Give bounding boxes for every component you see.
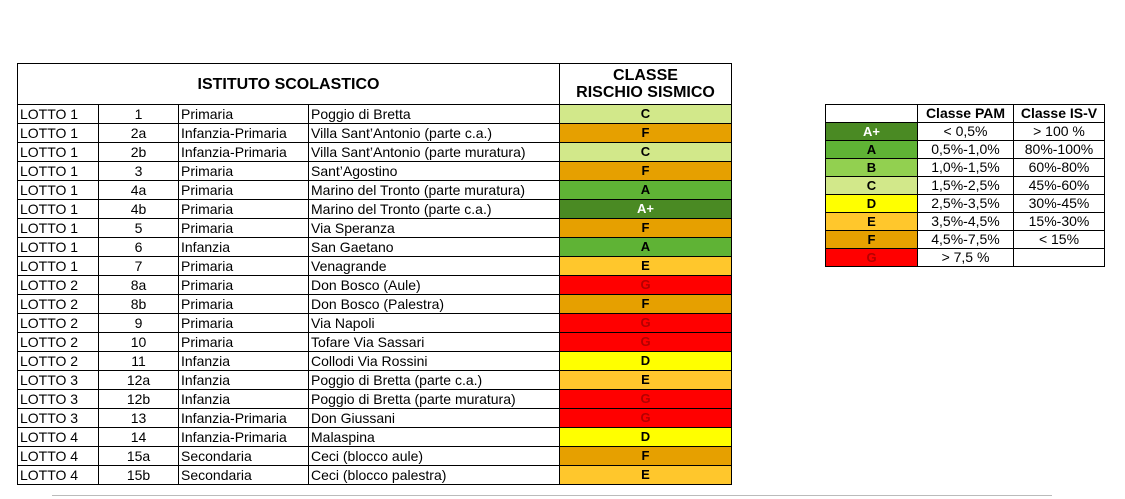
legend-row — [826, 249, 1105, 267]
cell-risk-class: A+ — [560, 200, 732, 219]
table-row — [18, 428, 732, 447]
cell-lotto: LOTTO 3 — [18, 409, 99, 428]
cell-risk-class: G — [560, 276, 732, 295]
cell-sede: Don Giussani — [309, 409, 560, 428]
cell-sede: Collodi Via Rossini — [309, 352, 560, 371]
cell-risk-class: C — [560, 143, 732, 162]
cell-num: 12a — [99, 371, 179, 390]
cell-sede: Poggio di Bretta (parte muratura) — [309, 390, 560, 409]
cell-lotto: LOTTO 1 — [18, 219, 99, 238]
table-row — [18, 295, 732, 314]
legend-pam: 4,5%-7,5% — [918, 231, 1014, 249]
cell-num: 10 — [99, 333, 179, 352]
table-row — [18, 352, 732, 371]
cell-num: 4b — [99, 200, 179, 219]
cell-num: 8a — [99, 276, 179, 295]
cell-lotto: LOTTO 2 — [18, 276, 99, 295]
cell-tipo: Primaria — [179, 181, 309, 200]
legend-row — [826, 141, 1105, 159]
legend-isv: > 100 % — [1014, 123, 1105, 141]
legend-pam: < 0,5% — [918, 123, 1014, 141]
cell-tipo: Primaria — [179, 314, 309, 333]
header-classe — [560, 64, 732, 105]
cell-lotto: LOTTO 1 — [18, 238, 99, 257]
cell-sede: San Gaetano — [309, 238, 560, 257]
cell-tipo: Infanzia-Primaria — [179, 124, 309, 143]
cell-lotto: LOTTO 1 — [18, 162, 99, 181]
cell-tipo: Primaria — [179, 276, 309, 295]
legend-pam: 0,5%-1,0% — [918, 141, 1014, 159]
cell-risk-class: C — [560, 105, 732, 124]
table-header-row — [18, 64, 732, 105]
legend-row — [826, 195, 1105, 213]
cell-sede: Malaspina — [309, 428, 560, 447]
cell-lotto: LOTTO 2 — [18, 295, 99, 314]
cell-num: 3 — [99, 162, 179, 181]
cell-risk-class: A — [560, 238, 732, 257]
table-row — [18, 390, 732, 409]
table-row — [18, 181, 732, 200]
cell-sede: Venagrande — [309, 257, 560, 276]
cell-num: 4a — [99, 181, 179, 200]
cell-tipo: Secondaria — [179, 447, 309, 466]
cell-tipo: Secondaria — [179, 466, 309, 485]
school-risk-table — [17, 63, 732, 485]
cell-sede: Villa Sant’Antonio (parte muratura) — [309, 143, 560, 162]
table-row — [18, 200, 732, 219]
cell-num: 7 — [99, 257, 179, 276]
cell-tipo: Primaria — [179, 105, 309, 124]
legend-pam: 1,0%-1,5% — [918, 159, 1014, 177]
cell-num: 15b — [99, 466, 179, 485]
cell-lotto: LOTTO 1 — [18, 124, 99, 143]
cell-tipo: Infanzia — [179, 352, 309, 371]
cell-lotto: LOTTO 3 — [18, 371, 99, 390]
page-divider — [52, 495, 1052, 496]
cell-sede: Poggio di Bretta (parte c.a.) — [309, 371, 560, 390]
cell-risk-class: F — [560, 447, 732, 466]
cell-tipo: Primaria — [179, 162, 309, 181]
cell-num: 1 — [99, 105, 179, 124]
cell-num: 12b — [99, 390, 179, 409]
legend-row — [826, 177, 1105, 195]
cell-risk-class: G — [560, 409, 732, 428]
cell-sede: Via Napoli — [309, 314, 560, 333]
legend-pam: 1,5%-2,5% — [918, 177, 1014, 195]
table-row — [18, 162, 732, 181]
legend-class: F — [826, 231, 918, 249]
legend-isv: 30%-45% — [1014, 195, 1105, 213]
cell-risk-class: D — [560, 352, 732, 371]
legend-pam: 2,5%-3,5% — [918, 195, 1014, 213]
table-row — [18, 105, 732, 124]
cell-sede: Ceci (blocco aule) — [309, 447, 560, 466]
cell-num: 2a — [99, 124, 179, 143]
legend-class: G — [826, 249, 918, 267]
cell-sede: Villa Sant’Antonio (parte c.a.) — [309, 124, 560, 143]
table-row — [18, 409, 732, 428]
cell-lotto: LOTTO 2 — [18, 352, 99, 371]
cell-num: 11 — [99, 352, 179, 371]
legend-class: D — [826, 195, 918, 213]
cell-num: 2b — [99, 143, 179, 162]
cell-sede: Via Speranza — [309, 219, 560, 238]
table-row — [18, 257, 732, 276]
cell-lotto: LOTTO 4 — [18, 428, 99, 447]
legend-class: C — [826, 177, 918, 195]
table-row — [18, 124, 732, 143]
cell-tipo: Infanzia — [179, 371, 309, 390]
legend-header-pam: Classe PAM — [918, 105, 1014, 123]
table-row — [18, 219, 732, 238]
cell-sede: Marino del Tronto (parte c.a.) — [309, 200, 560, 219]
header-classe-line1: CLASSE — [613, 67, 678, 84]
header-classe-line2: RISCHIO SISMICO — [576, 84, 715, 101]
legend-class: B — [826, 159, 918, 177]
legend-row — [826, 213, 1105, 231]
cell-tipo: Primaria — [179, 333, 309, 352]
cell-risk-class: G — [560, 333, 732, 352]
legend-class: A — [826, 141, 918, 159]
cell-sede: Poggio di Bretta — [309, 105, 560, 124]
table-row — [18, 238, 732, 257]
cell-risk-class: F — [560, 124, 732, 143]
legend-body — [826, 123, 1105, 267]
legend-row — [826, 159, 1105, 177]
cell-lotto: LOTTO 1 — [18, 143, 99, 162]
cell-num: 13 — [99, 409, 179, 428]
table-row — [18, 447, 732, 466]
cell-tipo: Primaria — [179, 219, 309, 238]
cell-risk-class: E — [560, 371, 732, 390]
cell-sede: Don Bosco (Aule) — [309, 276, 560, 295]
legend-isv: < 15% — [1014, 231, 1105, 249]
legend-class: E — [826, 213, 918, 231]
cell-num: 9 — [99, 314, 179, 333]
cell-lotto: LOTTO 1 — [18, 257, 99, 276]
legend-row — [826, 123, 1105, 141]
cell-num: 15a — [99, 447, 179, 466]
cell-lotto: LOTTO 4 — [18, 466, 99, 485]
legend-pam: 3,5%-4,5% — [918, 213, 1014, 231]
cell-risk-class: E — [560, 257, 732, 276]
cell-tipo: Infanzia-Primaria — [179, 428, 309, 447]
table-row — [18, 466, 732, 485]
legend-header-isv: Classe IS-V — [1014, 105, 1105, 123]
cell-risk-class: F — [560, 162, 732, 181]
table-row — [18, 333, 732, 352]
cell-tipo: Infanzia — [179, 238, 309, 257]
cell-sede: Marino del Tronto (parte muratura) — [309, 181, 560, 200]
cell-risk-class: D — [560, 428, 732, 447]
legend-table — [825, 104, 1105, 267]
cell-risk-class: F — [560, 295, 732, 314]
cell-risk-class: E — [560, 466, 732, 485]
legend-header-blank — [826, 105, 918, 123]
header-istituto: ISTITUTO SCOLASTICO — [18, 64, 560, 105]
table-body — [18, 105, 732, 485]
cell-tipo: Infanzia-Primaria — [179, 143, 309, 162]
legend-row — [826, 231, 1105, 249]
cell-risk-class: G — [560, 314, 732, 333]
cell-num: 5 — [99, 219, 179, 238]
table-row — [18, 371, 732, 390]
cell-sede: Tofare Via Sassari — [309, 333, 560, 352]
legend-pam: > 7,5 % — [918, 249, 1014, 267]
cell-lotto: LOTTO 2 — [18, 314, 99, 333]
cell-tipo: Primaria — [179, 200, 309, 219]
legend-isv: 60%-80% — [1014, 159, 1105, 177]
cell-risk-class: F — [560, 219, 732, 238]
legend-isv: 15%-30% — [1014, 213, 1105, 231]
cell-risk-class: A — [560, 181, 732, 200]
cell-sede: Don Bosco (Palestra) — [309, 295, 560, 314]
cell-lotto: LOTTO 1 — [18, 105, 99, 124]
cell-lotto: LOTTO 1 — [18, 181, 99, 200]
cell-tipo: Infanzia — [179, 390, 309, 409]
cell-lotto: LOTTO 3 — [18, 390, 99, 409]
cell-tipo: Primaria — [179, 295, 309, 314]
cell-tipo: Infanzia-Primaria — [179, 409, 309, 428]
cell-lotto: LOTTO 1 — [18, 200, 99, 219]
legend-isv — [1014, 249, 1105, 267]
cell-lotto: LOTTO 2 — [18, 333, 99, 352]
cell-num: 8b — [99, 295, 179, 314]
cell-tipo: Primaria — [179, 257, 309, 276]
table-row — [18, 276, 732, 295]
cell-lotto: LOTTO 4 — [18, 447, 99, 466]
cell-risk-class: G — [560, 390, 732, 409]
cell-sede: Ceci (blocco palestra) — [309, 466, 560, 485]
cell-num: 6 — [99, 238, 179, 257]
legend-header-row — [826, 105, 1105, 123]
legend-isv: 80%-100% — [1014, 141, 1105, 159]
legend-class: A+ — [826, 123, 918, 141]
cell-num: 14 — [99, 428, 179, 447]
table-row — [18, 143, 732, 162]
cell-sede: Sant’Agostino — [309, 162, 560, 181]
table-row — [18, 314, 732, 333]
legend-isv: 45%-60% — [1014, 177, 1105, 195]
